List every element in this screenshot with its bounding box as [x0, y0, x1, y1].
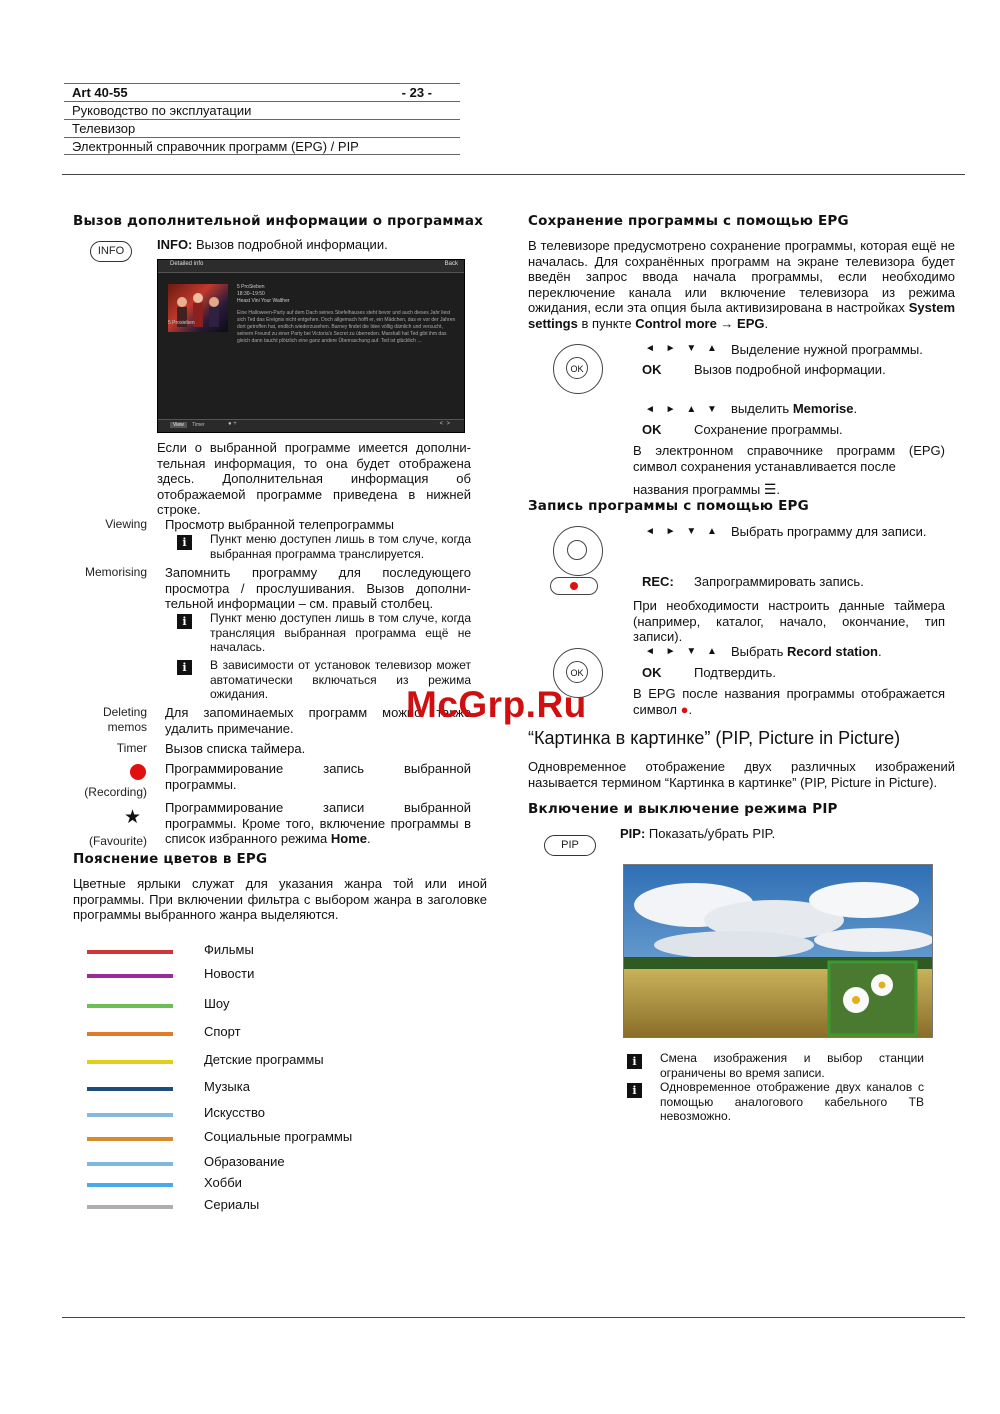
landscape-picture: [624, 865, 932, 1037]
note-viewing: Пункт меню доступен лишь в том случе, когда выбранная программа транслируется.: [210, 532, 471, 561]
genre-color-bar: [87, 974, 173, 978]
genre-color-bar: [87, 950, 173, 954]
pip-line: [620, 826, 775, 842]
ok-key-label: OK: [642, 665, 662, 680]
header-table: [64, 83, 460, 155]
step-memorise: [731, 401, 857, 417]
text-viewing: Просмотр выбранной телепрограммы: [165, 517, 394, 532]
genre-color-bar: [87, 1183, 173, 1187]
pip-key: PIP:: [620, 826, 646, 841]
pip-note-2: Одновременное отображение двух каналов с помощью аналогового кабельного ТВ невозможно.: [660, 1080, 924, 1123]
genre-label: Шоу: [204, 996, 230, 1011]
rec-button-icon: [550, 577, 598, 595]
rec-note: [633, 686, 945, 717]
genre-label: Музыка: [204, 1079, 250, 1094]
step-memorise-bold: Memorise: [792, 401, 854, 416]
page-number: - 23 -: [401, 85, 432, 100]
info-note-icon: i: [177, 614, 192, 629]
para-additional-info: Если о выбранной программе имеется дополни-тельная информация, то она будет отображена здесь. Дополнительная информация об отображаемой программе приведена в нижней строке.: [157, 440, 471, 517]
text-favourite: [165, 800, 471, 847]
section-title-colors: Пояснение цветов в EPG: [73, 851, 268, 867]
rec-step-station-end: .: [878, 644, 882, 659]
section-title-info: Вызов дополнительной информации о программах: [73, 213, 484, 229]
info-note-icon: i: [627, 1054, 642, 1069]
navpad-center-icon: [567, 540, 587, 560]
genre-color-bar: [87, 1032, 173, 1036]
ok-key-icon: OK: [566, 661, 588, 683]
screen-bottombar: [158, 419, 464, 432]
pip-example-image: [623, 864, 933, 1038]
rec-timer-text: При необходимости настроить данные таймера (например, каталог, начало, окончание, тип записи).: [633, 598, 945, 644]
screen-time: 18:30–19:50: [237, 291, 265, 297]
step-select-program: Выделение нужной программы.: [731, 342, 923, 357]
genre-label: Искусство: [204, 1105, 265, 1120]
ok-key-icon: OK: [566, 357, 588, 379]
genre-label: Социальные программы: [204, 1129, 353, 1144]
step-memorise-pre: выделить: [731, 401, 793, 416]
label-deleting-2: memos: [107, 720, 147, 734]
rec-step-station: [731, 644, 882, 660]
info-key: INFO:: [157, 237, 193, 252]
genre-label: Сериалы: [204, 1197, 260, 1212]
save-note-2-text: названия программы: [633, 482, 764, 497]
genre-label: Новости: [204, 966, 255, 981]
ok-key-label: OK: [642, 422, 662, 437]
label-favourite: (Favourite): [88, 834, 147, 848]
remote-navpad: [553, 526, 603, 576]
genre-label: Спорт: [204, 1024, 241, 1039]
note-standby: В зависимости от установок телевизор может автоматически включаться из режима ожидания.: [210, 658, 471, 701]
genre-color-bar: [87, 1205, 173, 1209]
rec-dot-icon: [570, 582, 578, 590]
screen-page-arrows: < >: [439, 421, 450, 427]
rec-step-station-bold: Record station: [786, 644, 878, 659]
record-dot-icon: [130, 764, 146, 780]
screen-back: Back: [444, 261, 458, 267]
info-note-icon: i: [177, 660, 192, 675]
section-title-pip: Включение и выключение режима PIP: [528, 801, 838, 817]
screen-channel: 5 Prosieben: [168, 320, 195, 326]
save-text-3: .: [764, 315, 769, 331]
screen-tab-view: View: [170, 422, 187, 428]
label-viewing: Viewing: [105, 517, 147, 531]
genre-color-bar: [87, 1060, 173, 1064]
text-favourite-end: .: [367, 831, 371, 846]
genre-label: Хобби: [204, 1175, 242, 1190]
header-row-section: Электронный справочник программ (EPG) / PIP: [64, 137, 460, 155]
genre-label: Детские программы: [204, 1052, 324, 1067]
rec-step-program: Запрограммировать запись.: [694, 574, 864, 589]
model-number: Art 40-55: [72, 85, 128, 100]
top-divider: [62, 174, 965, 175]
detailed-info-screen: [157, 259, 465, 433]
screen-description: Eine Halloween-Party auf dem Dach seines Stiefelhauses steht bevor und auch dieses Jahr liest sich Ted das Ereignis nicht entgehen. Doch allgemach hofft er, ein Mädchen, das er vor der Jahren dort getroffen hat, endlich wiederzusehen. Barney findet die Idee völlig dämlich und versucht, seinem Freund zu einer Party bei Victoria's Secret zu überreden. Marshall hat Ted gibt ihm das gleich dann taucht plötzlich eine ganz andere Überraschung auf. Ted ist glücklich ...: [237, 310, 456, 344]
header-row-manual: Руководство по эксплуатации: [64, 101, 460, 119]
pip-note-1: Смена изображения и выбор станции ограничены во время записи.: [660, 1051, 924, 1080]
screen-details: [237, 284, 459, 345]
text-favourite-home: Home: [330, 831, 368, 846]
save-description: [528, 238, 955, 331]
genre-label: Фильмы: [204, 942, 254, 957]
colors-description: Цветные ярлыки служат для указания жанра той или иной программы. При включении фильтра с выбором жанра в заголовке программы выбранного жанра выделяются.: [73, 876, 487, 922]
ok-key-label: OK: [642, 362, 662, 377]
rec-step-select: Выбрать программу для записи.: [731, 524, 927, 539]
text-recording: Программирование запись выбранной программы.: [165, 761, 471, 792]
genre-color-bar: [87, 1137, 173, 1141]
rec-step-confirm: Подтвердить.: [694, 665, 776, 680]
arrow-keys: ◄ ► ▼ ▲: [645, 646, 721, 657]
label-timer: Timer: [116, 741, 147, 755]
rec-key-label: REC:: [642, 574, 674, 589]
pip-heading: “Картинка в картинке” (PIP, Picture in Picture): [528, 728, 901, 748]
label-deleting: [60, 705, 147, 735]
save-bold-control-more: Control more → EPG: [635, 315, 765, 331]
save-text-1: В телевизоре предусмотрено сохранение программы, которая ещё не началась. Для сохранённых программ на экране телевизора будет введён запрос ввода начала программы, если необходимо переключение канала или включение телевизора из режима ожидания, если эта опция была активизирована в настройках: [528, 238, 955, 315]
info-button-icon: INFO: [90, 241, 132, 262]
pip-action: Показать/убрать PIP.: [648, 826, 776, 841]
label-memorising: Memorising: [84, 565, 147, 579]
screen-titlebar: [158, 260, 464, 273]
pip-button-icon: PIP: [544, 835, 596, 856]
text-deleting: Для запоминаемых программ можно также удалить примечание.: [165, 705, 471, 736]
info-line: [157, 237, 388, 253]
step-save-program: Сохранение программы.: [694, 422, 843, 437]
screen-subtitle: Heast Vini Your Walther: [237, 298, 290, 304]
pip-description: Одновременное отображение двух различных изображений называется термином “Картинка в картинке” (PIP, Picture in Picture).: [528, 759, 955, 790]
save-note-end: .: [776, 482, 781, 497]
save-note-1: В электронном справочнике программ (EPG) символ сохранения устанавливается после: [633, 443, 945, 474]
arrow-keys: ◄ ► ▲ ▼: [645, 404, 721, 415]
note-memorising: Пункт меню доступен лишь в том случе, когда трансляция выбранная программа ещё не началась.: [210, 611, 471, 654]
rec-note-text: В EPG после названия программы отображается символ: [633, 686, 945, 717]
label-recording: (Recording): [84, 785, 147, 799]
arrow-keys: ◄ ► ▼ ▲: [645, 526, 721, 537]
bottom-divider: [62, 1317, 965, 1318]
screen-record-icon: ● +: [228, 421, 237, 427]
screen-tab-timer: Timer: [192, 422, 205, 428]
save-bold-system-settings: System settings: [528, 300, 955, 331]
step-memorise-end: .: [853, 401, 858, 416]
star-favourite-icon: ★: [124, 807, 142, 828]
genre-color-bar: [87, 1113, 173, 1117]
remote-navpad-ok: [553, 344, 603, 394]
section-title-save: Сохранение программы с помощью EPG: [528, 213, 849, 229]
screen-title: Detailed info: [170, 261, 204, 267]
rec-step-station-pre: Выбрать: [731, 644, 787, 659]
text-timer: Вызов списка таймера.: [165, 741, 306, 756]
genre-color-bar: [87, 1004, 173, 1008]
text-favourite-main: Программирование записи выбранной программы. Кроме того, включение программы в список избранного режима: [165, 800, 471, 846]
screen-prog-title: 5 ProSieben: [237, 284, 265, 290]
save-note-2: [633, 482, 780, 498]
rec-symbol-icon: ●: [680, 701, 689, 717]
info-note-icon: i: [627, 1083, 642, 1098]
header-row-device: Телевизор: [64, 119, 460, 137]
genre-color-bar: [87, 1162, 173, 1166]
section-title-record: Запись программы с помощью EPG: [528, 498, 809, 514]
info-text: Вызов подробной информации.: [196, 237, 388, 252]
genre-label: Образование: [204, 1154, 285, 1169]
text-memorising: Запомнить программу для последующего просмотра / прослушивания. Вызов дополни-тельной информации – см. правый столбец.: [165, 565, 471, 611]
memorise-symbol-icon: ☰: [763, 481, 777, 497]
genre-color-bar: [87, 1087, 173, 1091]
watermark-text: McGrp.Ru: [406, 684, 587, 725]
rec-note-end: .: [688, 701, 693, 717]
step-detailed-info: Вызов подробной информации.: [694, 362, 886, 377]
save-text-2: в пункте: [577, 315, 636, 331]
info-note-icon: i: [177, 535, 192, 550]
label-deleting-1: Deleting: [102, 705, 147, 719]
arrow-keys: ◄ ► ▼ ▲: [645, 343, 721, 354]
header-row-model: [64, 83, 460, 101]
